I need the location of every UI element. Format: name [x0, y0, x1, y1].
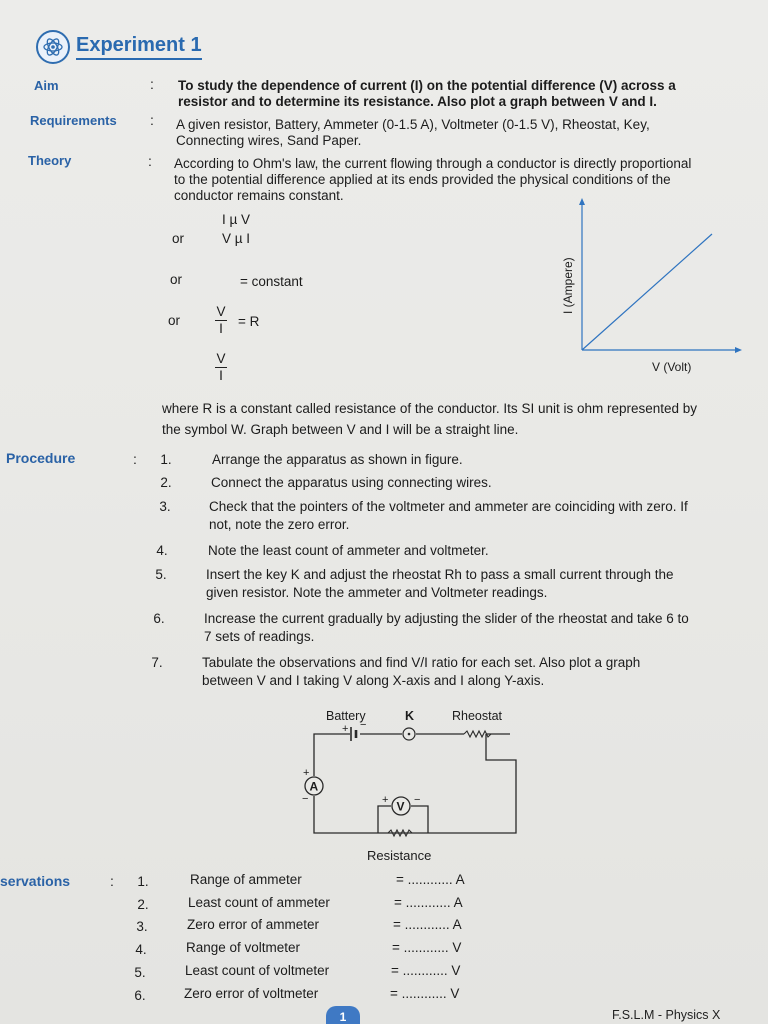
obs-value-1: = ............ A — [396, 872, 465, 887]
obs-text-4: Range of voltmeter — [186, 940, 301, 955]
obs-value-2: = ............ A — [394, 895, 463, 910]
fraction-numerator: V — [216, 351, 226, 366]
step-5-line-2: given resistor. Note the ammeter and Voltmeter readings. — [206, 585, 548, 600]
battery-label: Battery — [326, 709, 366, 723]
obs-number-5: 5. — [134, 965, 146, 980]
step-number-5: 5. — [155, 567, 167, 582]
obs-text-6: Zero error of voltmeter — [184, 986, 319, 1001]
theory-line-1: According to Ohm's law, the current flowing through a conductor is directly proportional — [174, 156, 692, 171]
battery-plus: + — [342, 723, 349, 735]
key-icon — [403, 728, 415, 740]
resistance-label: Resistance — [367, 848, 432, 863]
requirements-line-1: A given resistor, Battery, Ammeter (0-1.5 A), Voltmeter (0-1.5 V), Rheostat, Key, — [176, 117, 650, 132]
step-1-line-1: Arrange the apparatus as shown in figure. — [212, 452, 463, 467]
fraction-numerator: V — [216, 304, 226, 319]
voltmeter-minus: − — [414, 794, 421, 806]
ammeter-icon — [302, 767, 323, 805]
experiment-title: Experiment 1 — [76, 34, 202, 60]
theory-colon: : — [148, 153, 152, 169]
voltmeter-icon — [382, 794, 420, 815]
observations-colon: : — [110, 873, 114, 889]
step-number-7: 7. — [151, 655, 163, 670]
book-title-footer: F.S.L.M - Physics X — [612, 1008, 721, 1022]
or-text-2: or — [170, 272, 183, 287]
wire-left-bottom — [314, 796, 378, 833]
theory-line-5: the symbol W. Graph between V and I will be a straight line. — [162, 422, 519, 437]
obs-value-5: = ............ V — [391, 963, 461, 978]
rheostat-icon — [464, 731, 510, 737]
step-number-6: 6. — [153, 611, 165, 626]
fraction-denominator: I — [219, 321, 223, 336]
procedure-colon: : — [133, 451, 137, 467]
circuit-diagram — [288, 700, 538, 870]
wire-voltmeter-right — [411, 806, 428, 833]
step-6-line-1: Increase the current gradually by adjusting the slider of the rheostat and take 6 to — [204, 611, 689, 626]
aim-line-2: resistor and to determine its resistance. Also plot a graph between V and I. — [178, 94, 657, 109]
step-5-line-1: Insert the key K and adjust the rheostat Rh to pass a small current through the — [206, 567, 674, 582]
equation-equals-r: = R — [238, 314, 260, 329]
voltmeter-letter: V — [396, 799, 405, 814]
fraction-v-over-i-2 — [215, 352, 227, 383]
step-3-line-2: not, note the zero error. — [209, 517, 350, 532]
battery-minus: − — [360, 719, 367, 731]
requirements-colon: : — [150, 112, 154, 128]
voltmeter-plus: + — [382, 794, 389, 806]
theory-line-3: conductor remains constant. — [174, 188, 344, 203]
aim-line-1: To study the dependence of current (I) on the potential difference (V) across a — [178, 78, 676, 93]
x-axis-label: V (Volt) — [652, 360, 692, 374]
obs-text-3: Zero error of ammeter — [187, 917, 320, 932]
procedure-label: Procedure — [6, 450, 76, 466]
vi-graph — [556, 196, 746, 386]
ammeter-minus: − — [302, 793, 309, 805]
equation-constant: = constant — [240, 274, 303, 289]
equation-i-prop-v: I µ V — [222, 212, 251, 227]
requirements-line-2: Connecting wires, Sand Paper. — [176, 133, 362, 148]
obs-value-4: = ............ V — [392, 940, 462, 955]
aim-colon: : — [150, 76, 154, 92]
experiment-header — [36, 30, 202, 64]
obs-number-3: 3. — [136, 919, 148, 934]
atom-icon — [36, 30, 70, 64]
theory-label: Theory — [28, 153, 72, 168]
or-text-1: or — [172, 231, 185, 246]
wire-right-loop — [428, 734, 516, 833]
fraction-denominator: I — [219, 368, 223, 383]
obs-value-6: = ............ V — [390, 986, 460, 1001]
step-4-line-1: Note the least count of ammeter and voltmeter. — [208, 543, 489, 558]
aim-label: Aim — [34, 78, 59, 93]
step-number-4: 4. — [156, 543, 168, 558]
obs-number-2: 2. — [137, 897, 149, 912]
wire-voltmeter-left — [378, 806, 391, 833]
obs-number-4: 4. — [135, 942, 147, 957]
key-label: K — [405, 709, 415, 723]
rheostat-label: Rheostat — [452, 709, 503, 723]
obs-number-6: 6. — [134, 988, 146, 1003]
x-axis-arrow — [735, 347, 742, 353]
ammeter-plus: + — [303, 767, 310, 779]
ammeter-letter: A — [309, 779, 319, 794]
requirements-label: Requirements — [30, 113, 117, 128]
obs-value-3: = ............ A — [393, 917, 462, 932]
equation-v-prop-i: V µ I — [222, 231, 251, 246]
step-2-line-1: Connect the apparatus using connecting wires. — [211, 475, 492, 490]
step-3-line-1: Check that the pointers of the voltmeter and ammeter are coinciding with zero. If — [209, 499, 688, 514]
page-number-tab: 1 — [326, 1006, 360, 1024]
obs-text-2: Least count of ammeter — [188, 895, 330, 910]
or-text-3: or — [168, 313, 181, 328]
observations-label: servations — [0, 873, 71, 889]
vi-straight-line — [582, 234, 712, 350]
step-6-line-2: 7 sets of readings. — [204, 629, 315, 644]
y-axis-label: I (Ampere) — [561, 257, 575, 314]
step-7-line-1: Tabulate the observations and find V/I ratio for each set. Also plot a graph — [202, 655, 641, 670]
step-number-2: 2. — [160, 475, 172, 490]
wire-left-top — [314, 734, 350, 776]
step-7-line-2: between V and I taking V along X-axis and I along Y-axis. — [202, 673, 545, 688]
fraction-v-over-i — [215, 305, 227, 336]
y-axis-arrow — [579, 198, 585, 205]
obs-text-1: Range of ammeter — [190, 872, 302, 887]
step-number-1: 1. — [160, 452, 172, 467]
step-number-3: 3. — [159, 499, 171, 514]
obs-text-5: Least count of voltmeter — [185, 963, 330, 978]
theory-line-2: to the potential difference applied at its ends provided the physical conditions of the — [174, 172, 671, 187]
theory-line-4: where R is a constant called resistance of the conductor. Its SI unit is ohm represented by — [162, 401, 698, 416]
obs-number-1: 1. — [137, 874, 149, 889]
